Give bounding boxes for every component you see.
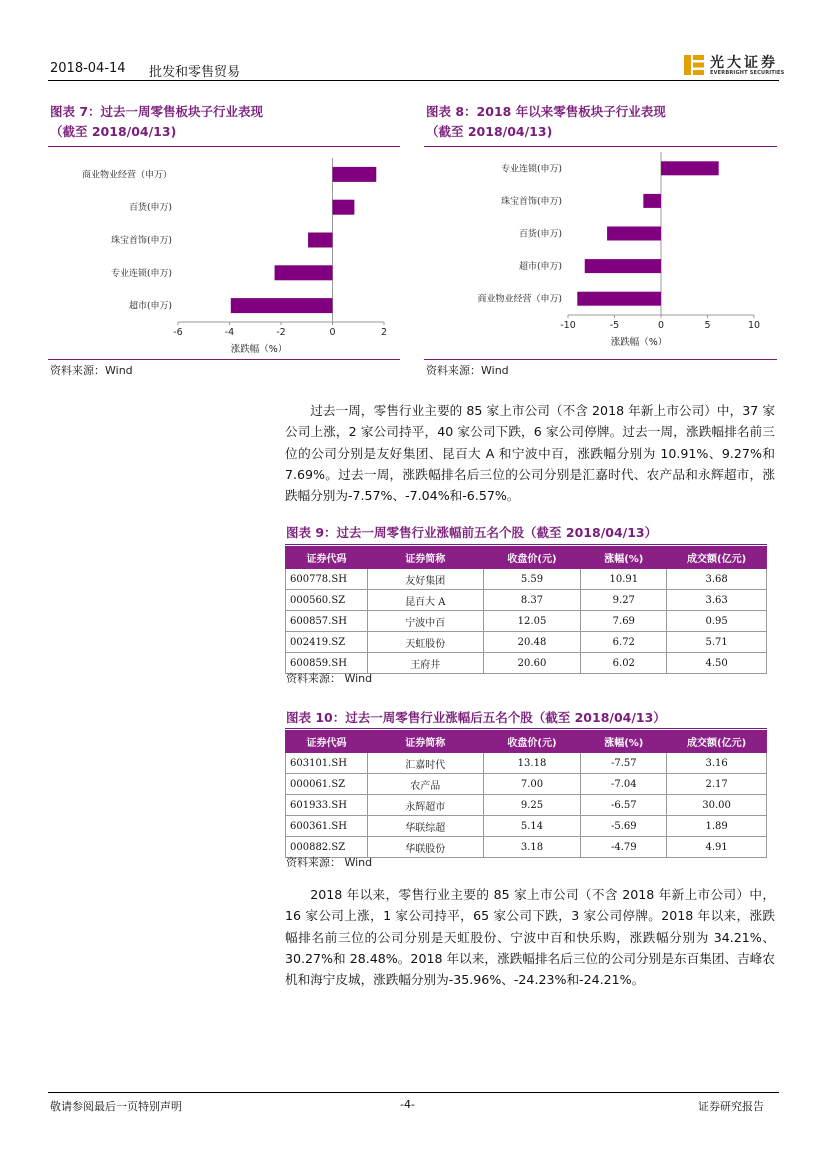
cell-code: 002419.SZ: [286, 632, 368, 653]
cell-change: -4.79: [581, 837, 667, 858]
cell-code: 603101.SH: [286, 753, 368, 774]
cell-close: 9.25: [483, 795, 581, 816]
table-header-row: [286, 731, 767, 753]
table9-title: 图表 9：过去一周零售行业涨幅前五名个股（截至 2018/04/13）: [286, 525, 658, 540]
cell-change: 6.02: [581, 653, 667, 674]
table-row: [286, 795, 767, 816]
cell-change: 10.91: [581, 569, 667, 590]
bar-3: [275, 265, 333, 280]
cell-name: 华联股份: [367, 837, 483, 858]
cell-change: 9.27: [581, 590, 667, 611]
x-axis-label: 涨跌幅（%）: [230, 344, 288, 355]
x-tick-label: 0: [657, 320, 665, 331]
x-tick-label: 0: [329, 327, 336, 338]
cell-close: 8.37: [483, 590, 581, 611]
cell-code: 000560.SZ: [286, 590, 368, 611]
table-row: [286, 590, 767, 611]
bar-0: [661, 161, 719, 175]
cell-close: 7.00: [483, 774, 581, 795]
table9-source: 资料来源： Wind: [286, 672, 373, 685]
col-header-change: 涨幅(%): [581, 547, 667, 569]
table10-rule: [285, 728, 767, 729]
footer-disclaimer: 敬请参阅最后一页特别声明: [50, 1100, 182, 1113]
bar-2: [607, 227, 661, 241]
cell-turnover: 3.68: [667, 569, 767, 590]
footer-report-type: 证券研究报告: [698, 1100, 764, 1113]
figure7-title-date: （截至 2018/04/13): [50, 124, 177, 139]
table9-rule: [285, 544, 767, 545]
x-tick-label: 5: [704, 320, 711, 331]
category-label: 百货(申万): [128, 203, 172, 214]
col-header-change: 涨幅(%): [581, 731, 667, 753]
figure7-chart: [48, 150, 402, 360]
figure7-title: 图表 7：过去一周零售板块子行业表现: [50, 104, 264, 119]
figure8-bottom-rule: [424, 359, 777, 360]
category-label: 专业连锁(申万): [110, 268, 172, 279]
cell-close: 20.48: [483, 632, 581, 653]
category-label: 超市(申万): [128, 301, 172, 312]
bar-3: [585, 259, 661, 273]
cell-turnover: 5.71: [667, 632, 767, 653]
cell-name: 农产品: [367, 774, 483, 795]
cell-close: 20.60: [483, 653, 581, 674]
paragraph-weekly-summary: 过去一周，零售行业主要的 85 家上市公司（不含 2018 年新上市公司）中，37 家公司上涨，2 家公司持平，40 家公司下跌，6 家公司停牌。过去一周，涨跌幅排名前三位的公司分别是友好集团、昆百大 A 和宁波中百，涨跌幅分别为 10.91%、9.27%和 7.69%。过去一周，涨跌幅排名后三位的公司分别是汇嘉时代、农产品和永辉超市，涨跌幅分别为-7.57%、-7.04%和-6.57%。: [285, 403, 775, 504]
cell-turnover: 0.95: [667, 611, 767, 632]
table10-title: 图表 10：过去一周零售行业涨幅后五名个股（截至 2018/04/13）: [286, 710, 666, 725]
x-axis-label: 涨跌幅（%）: [610, 337, 668, 348]
cell-name: 王府井: [367, 653, 483, 674]
cell-code: 600361.SH: [286, 816, 368, 837]
figure8-chart: [424, 150, 779, 360]
category-label: 珠宝首饰(申万): [500, 196, 562, 207]
cell-code: 000061.SZ: [286, 774, 368, 795]
cell-name: 汇嘉时代: [367, 753, 483, 774]
bar-4: [577, 292, 661, 306]
cell-name: 永辉超市: [367, 795, 483, 816]
table-row: [286, 611, 767, 632]
cell-change: -6.57: [581, 795, 667, 816]
cell-name: 友好集团: [367, 569, 483, 590]
col-header-name: 证券简称: [367, 547, 483, 569]
table10-source: 资料来源： Wind: [286, 856, 373, 869]
cell-name: 宁波中百: [367, 611, 483, 632]
x-tick-label: -2: [276, 327, 286, 338]
cell-turnover: 3.16: [667, 753, 767, 774]
figure7-bottom-rule: [48, 359, 400, 360]
table-row: [286, 816, 767, 837]
cell-name: 华联综超: [367, 816, 483, 837]
figure8-title-date: （截至 2018/04/13): [426, 124, 553, 139]
category-label: 超市(申万): [518, 262, 562, 273]
category-label: 百货(申万): [518, 229, 562, 240]
cell-turnover: 1.89: [667, 816, 767, 837]
table10-top-losers: [285, 730, 767, 858]
table-row: [286, 774, 767, 795]
cell-code: 601933.SH: [286, 795, 368, 816]
figure8-rule: [424, 146, 777, 147]
x-tick-label: -4: [224, 327, 235, 338]
cell-code: 600778.SH: [286, 569, 368, 590]
table-row: [286, 753, 767, 774]
x-tick-label: 10: [747, 320, 761, 331]
cell-turnover: 30.00: [667, 795, 767, 816]
figure8-title: 图表 8：2018 年以来零售板块子行业表现: [426, 104, 666, 119]
cell-code: 600857.SH: [286, 611, 368, 632]
category-label: 专业连锁(申万): [500, 164, 562, 175]
page-number: -4-: [400, 1098, 415, 1111]
table-row: [286, 569, 767, 590]
cell-close: 13.18: [483, 753, 581, 774]
logo-text-en: EVERBRIGHT SECURITIES: [710, 70, 785, 76]
cell-change: -7.57: [581, 753, 667, 774]
x-tick-label: -5: [609, 320, 620, 331]
cell-close: 12.05: [483, 611, 581, 632]
table9-top-gainers: [285, 546, 767, 674]
cell-code: 600859.SH: [286, 653, 368, 674]
x-tick-label: -6: [173, 327, 183, 338]
bar-1: [643, 194, 661, 208]
paragraph-ytd-summary: 2018 年以来，零售行业主要的 85 家上市公司（不含 2018 年新上市公司）中，16 家公司上涨，1 家公司持平，65 家公司下跌，3 家公司停牌。2018 年以来，涨跌幅排名前三位的公司分别是天虹股份、宁波中百和快乐购，涨跌幅分别为 34.21%、30.27%和 28.48%。2018 年以来，涨跌幅排名后三位的公司分别是东百集团、吉峰农机和海宁皮城，涨跌幅分别为-35.96%、-24.23%和-24.21%。: [285, 887, 775, 988]
col-header-close: 收盘价(元): [483, 547, 581, 569]
cell-change: -5.69: [581, 816, 667, 837]
col-header-turnover: 成交额(亿元): [667, 547, 767, 569]
cell-turnover: 3.63: [667, 590, 767, 611]
table-row: [286, 632, 767, 653]
cell-change: 7.69: [581, 611, 667, 632]
header-rule: [48, 80, 779, 81]
x-tick-label: 2: [380, 327, 388, 338]
figure8-source: 资料来源：Wind: [426, 364, 509, 377]
figure7-rule: [48, 146, 400, 147]
cell-close: 3.18: [483, 837, 581, 858]
table-header-row: [286, 547, 767, 569]
category-label: 商业物业经营（申万): [477, 294, 562, 305]
cell-change: 6.72: [581, 632, 667, 653]
col-header-close: 收盘价(元): [483, 731, 581, 753]
cell-turnover: 2.17: [667, 774, 767, 795]
cell-turnover: 4.91: [667, 837, 767, 858]
report-date: 2018-04-14: [50, 61, 126, 76]
cell-name: 昆百大 A: [367, 590, 483, 611]
cell-change: -7.04: [581, 774, 667, 795]
logo-icon: [684, 53, 706, 77]
bar-0: [333, 167, 377, 182]
col-header-name: 证券简称: [367, 731, 483, 753]
col-header-code: 证券代码: [286, 547, 368, 569]
category-label: 商业物业经营（申万）: [81, 170, 172, 181]
report-sector: 批发和零售贸易: [149, 65, 241, 80]
cell-close: 5.14: [483, 816, 581, 837]
cell-name: 天虹股份: [367, 632, 483, 653]
bar-1: [333, 200, 355, 215]
x-tick-label: -10: [560, 320, 576, 331]
col-header-code: 证券代码: [286, 731, 368, 753]
bar-2: [308, 233, 332, 248]
col-header-turnover: 成交额(亿元): [667, 731, 767, 753]
category-label: 珠宝首饰(申万): [110, 236, 172, 246]
logo-text-cn: 光大证券: [710, 55, 778, 71]
cell-turnover: 4.50: [667, 653, 767, 674]
figure7-source: 资料来源：Wind: [50, 364, 133, 377]
cell-code: 000882.SZ: [286, 837, 368, 858]
cell-close: 5.59: [483, 569, 581, 590]
footer-rule: [48, 1092, 779, 1093]
bar-4: [231, 298, 333, 313]
